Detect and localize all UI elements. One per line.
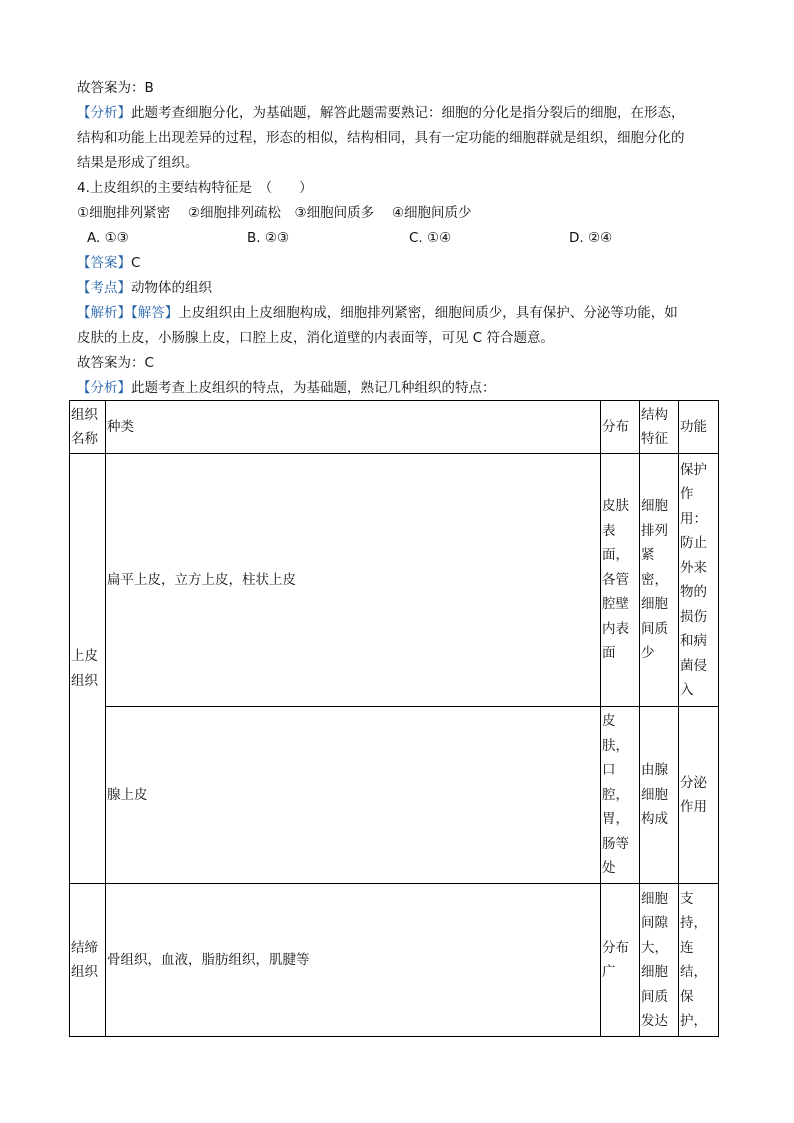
analysis2-line [77,379,496,397]
analysis2-tag: 【分析】 [77,380,131,396]
connective-row1-distribution: 分布广 [601,884,640,1037]
analysis-tag: 【分析】 [77,105,131,121]
header-structure: 结构特征 [640,401,679,454]
connective-row1-structure: 细胞间隙大，细胞间质发达 [640,884,679,1037]
previous-answer: 故答案为：B [77,80,154,96]
table-header-row [70,401,719,454]
table-row [70,707,719,884]
solution-line1 [77,304,678,322]
analysis-text-1: 此题考查细胞分化，为基础题，解答此题需要熟记：细胞的分化是指分裂后的细胞，在形态， [131,105,685,121]
epithelial-row2-function: 分泌作用 [679,707,719,884]
connective-row1-function: 支持，连结，保护， [679,884,719,1037]
solution-tag-2: 【解答】 [131,305,179,321]
point-tag: 【考点】 [77,280,131,296]
point-value: 动物体的组织 [131,280,212,296]
epithelial-row2-distribution: 皮肤，口腔，胃，肠等处 [601,707,640,884]
question-4: 4.上皮组织的主要结构特征是 （ ） [77,180,313,196]
header-function: 功能 [679,401,719,454]
epithelial-name: 上皮组织 [70,454,106,884]
analysis-paragraph-line1 [77,104,685,122]
header-type: 种类 [106,401,601,454]
option-a: A. ①③ [87,230,129,246]
answer-tag: 【答案】 [77,255,131,271]
table-row [70,454,719,707]
point-line [77,279,212,297]
header-name: 组织名称 [70,401,106,454]
table-row [70,884,719,1037]
connective-row1-type: 骨组织，血液，脂肪组织，肌腱等 [106,884,601,1037]
final-answer: 故答案为：C [77,355,154,371]
epithelial-row1-distribution: 皮肤表面，各管腔壁内表面 [601,454,640,707]
analysis-paragraph-line2: 结构和功能上出现差异的过程，形态的相似，结构相同，具有一定功能的细胞群就是组织，细胞分化的 [77,130,685,146]
epithelial-row1-structure: 细胞排列紧密，细胞间质少 [640,454,679,707]
option-b: B. ②③ [247,230,290,246]
connective-name: 结缔组织 [70,884,106,1037]
analysis2-text: 此题考查上皮组织的特点，为基础题，熟记几种组织的特点： [131,380,496,396]
epithelial-row2-type: 腺上皮 [106,707,601,884]
option-d: D. ②④ [569,230,613,246]
option-c: C. ①④ [409,230,452,246]
tissue-table [69,400,719,1037]
solution-text-1: 上皮组织由上皮细胞构成，细胞排列紧密，细胞间质少，具有保护、分泌等功能，如 [178,305,678,321]
header-distribution: 分布 [601,401,640,454]
solution-line2: 皮肤的上皮，小肠腺上皮，口腔上皮，消化道壁的内表面等，可见 C 符合题意。 [77,330,555,346]
answer-value: C [131,255,141,271]
solution-tag-1: 【解析】 [77,305,131,321]
answer-line [77,254,140,272]
analysis-paragraph-line3: 结果是形成了组织。 [77,155,199,171]
epithelial-row1-type: 扁平上皮，立方上皮，柱状上皮 [106,454,601,707]
question-statements: ①细胞排列紧密 ②细胞排列疏松 ③细胞间质多 ④细胞间质少 [77,205,472,221]
epithelial-row1-function: 保护作用：防止外来物的损伤和病菌侵入 [679,454,719,707]
epithelial-row2-structure: 由腺细胞构成 [640,707,679,884]
